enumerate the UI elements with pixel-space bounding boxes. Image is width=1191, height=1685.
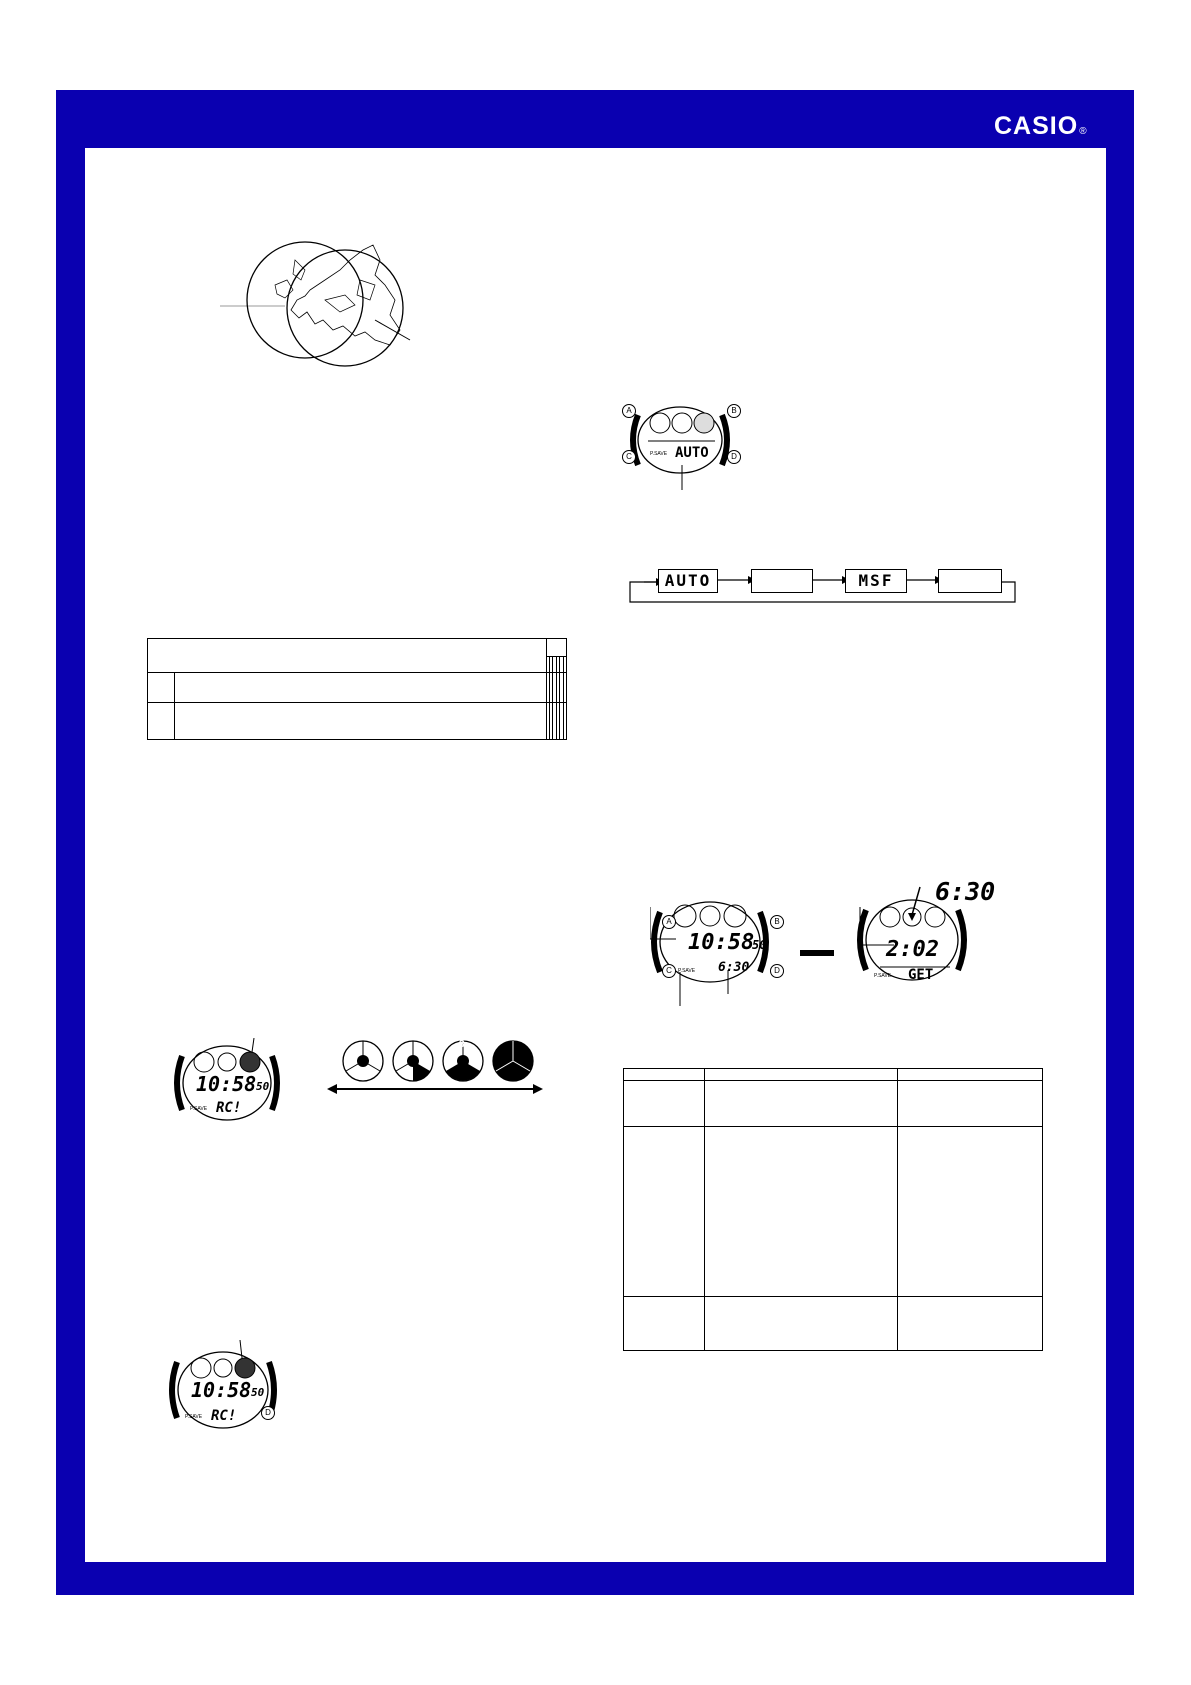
signal-level-scale bbox=[325, 1035, 545, 1100]
button-c-label: C bbox=[622, 450, 636, 464]
button-d-label: D bbox=[770, 964, 784, 978]
flow-item-msf: MSF bbox=[845, 569, 907, 593]
button-d-label: D bbox=[727, 450, 741, 464]
flow-item-4 bbox=[938, 569, 1002, 593]
button-c-label: C bbox=[662, 964, 676, 978]
psave-indicator: P.SAVE bbox=[874, 973, 892, 979]
psave-indicator: P.SAVE bbox=[190, 1106, 208, 1112]
figure-separator-dash bbox=[800, 950, 834, 956]
signal-level-3-label: 3 bbox=[459, 1039, 465, 1050]
flow-item-auto: AUTO bbox=[658, 569, 718, 593]
frequency-table bbox=[147, 638, 567, 740]
time-digits: 10:58 bbox=[191, 1378, 252, 1402]
signal-level-1-icon bbox=[393, 1041, 433, 1081]
seconds-digits: 50 bbox=[752, 938, 767, 952]
europe-map-illustration bbox=[215, 240, 435, 380]
time-digits: 10:58 bbox=[688, 930, 755, 955]
lcd-main-text: RC! bbox=[216, 1100, 242, 1116]
psave-indicator: P.SAVE bbox=[678, 968, 696, 974]
reception-time-callout: 6:30 bbox=[935, 877, 996, 906]
seconds-digits: 50 bbox=[251, 1386, 265, 1399]
lcd-main-text: GET bbox=[908, 967, 934, 983]
seconds-digits: 50 bbox=[256, 1080, 270, 1093]
reception-time-digits: 6:30 bbox=[718, 960, 750, 975]
time-digits: 2:02 bbox=[886, 937, 939, 962]
casio-logo: CASIO® bbox=[994, 112, 1088, 140]
lcd-main-text: AUTO bbox=[675, 445, 709, 461]
lcd-main-text: RC! bbox=[211, 1408, 237, 1424]
time-digits: 10:58 bbox=[196, 1072, 257, 1096]
signal-level-0-icon bbox=[343, 1041, 383, 1081]
button-a-label: A bbox=[662, 915, 676, 929]
button-a-label: A bbox=[622, 404, 636, 418]
button-b-label: B bbox=[727, 404, 741, 418]
watch-receiving-figure bbox=[163, 1340, 288, 1435]
button-b-label: B bbox=[770, 915, 784, 929]
callout-line bbox=[858, 905, 898, 955]
watch-case-icon bbox=[620, 395, 740, 490]
signal-level-3-icon bbox=[493, 1041, 533, 1081]
psave-indicator: P.SAVE bbox=[650, 451, 668, 457]
button-d-label: D bbox=[261, 1406, 275, 1420]
watch-setting-figure bbox=[620, 395, 740, 490]
reception-result-table bbox=[623, 1068, 1043, 1351]
psave-indicator: P.SAVE bbox=[185, 1414, 203, 1420]
watch-signal-figure bbox=[170, 1038, 285, 1128]
flow-item-2 bbox=[751, 569, 813, 593]
